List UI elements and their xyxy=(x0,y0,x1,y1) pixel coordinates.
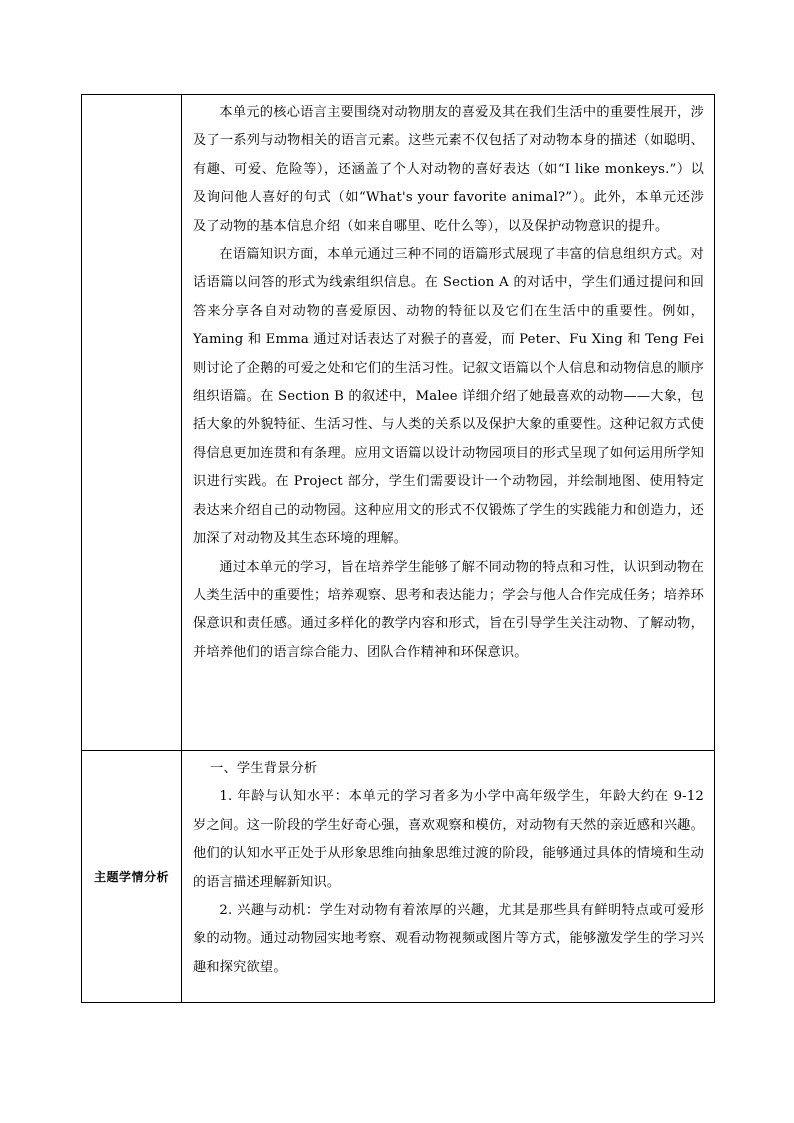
paragraph-discourse-knowledge: 在语篇知识方面，本单元通过三种不同的语篇形式展现了丰富的信息组织方式。对话语篇以问答的形式为线索组织信息。在 Section A 的对话中，学生们通过提问和回答来分享各自对动物的喜爱原因、动物的特征以及它们在生活中的重要性。例如，Yaming 和 Emma 通过对话表达了对猴子的喜爱，而 Peter、Fu Xing 和 Teng Fei 则讨论了企鹅的可爱之处和它们的生活习性。记叙文语篇以个人信息和动物信息的顺序组织语篇。在 Section B 的叙述中，Malee 详细介绍了她最喜欢的动物——大象，包括大象的外貌特征、生活习性、与人类的关系以及保护大象的重要性。这种记叙方式使得信息更加连贯和有条理。应用文语篇以设计动物园项目的形式呈现了如何运用所学知识进行实践。在 Project 部分，学生们需要设计一个动物园，并绘制地图、使用特定表达来介绍自己的动物园。这种应用文的形式不仅锻炼了学生的实践能力和创造力，还加深了对动物及其生态环境的理解。 xyxy=(193,247,704,547)
lesson-plan-table xyxy=(81,94,715,1003)
paragraph-interest-motivation: 2. 兴趣与动机：学生对动物有着浓厚的兴趣，尤其是那些具有鲜明特点或可爱形象的动物。通过动物园实地考察、观看动物视频或图片等方式，能够激发学生的学习兴趣和探究欲望。 xyxy=(193,903,704,975)
section-heading: 一、学生背景分析 xyxy=(210,761,318,776)
row-label-cell xyxy=(82,95,182,751)
unit-content-analysis-cell xyxy=(182,95,715,751)
table-row xyxy=(82,751,715,1003)
row-label-cell xyxy=(82,751,182,1003)
row-label-student-analysis: 主题学情分析 xyxy=(93,870,169,884)
paragraph-learning-goals: 通过本单元的学习，旨在培养学生能够了解不同动物的特点和习性，认识到动物在人类生活中的重要性；培养观察、思考和表达能力；学会与他人合作完成任务；培养环保意识和责任感。通过多样化的教学内容和形式，旨在引导学生关注动物、了解动物，并培养他们的语言综合能力、团队合作精神和环保意识。 xyxy=(193,559,704,660)
paragraph-core-language: 本单元的核心语言主要围绕对动物朋友的喜爱及其在我们生活中的重要性展开，涉及了一系列与动物相关的语言元素。这些元素不仅包括了对动物本身的描述（如聪明、有趣、可爱、危险等），还涵盖了个人对动物的喜好表达（如“I like monkeys.”）以及询问他人喜好的句式（如“What's your favorite animal?”）。此外，本单元还涉及了动物的基本信息介绍（如来自哪里、吃什么等），以及保护动物意识的提升。 xyxy=(193,105,704,234)
table-row xyxy=(82,95,715,751)
paragraph-age-cognition: 1. 年龄与认知水平：本单元的学习者多为小学中高年级学生，年龄大约在 9-12 岁之间。这一阶段的学生好奇心强，喜欢观察和模仿，对动物有天然的亲近感和兴趣。他们的认知水平正处于从形象思维向抽象思维过渡的阶段，能够通过具体的情境和生动的语言描述理解新知识。 xyxy=(193,789,704,890)
student-analysis-cell xyxy=(182,751,715,1003)
